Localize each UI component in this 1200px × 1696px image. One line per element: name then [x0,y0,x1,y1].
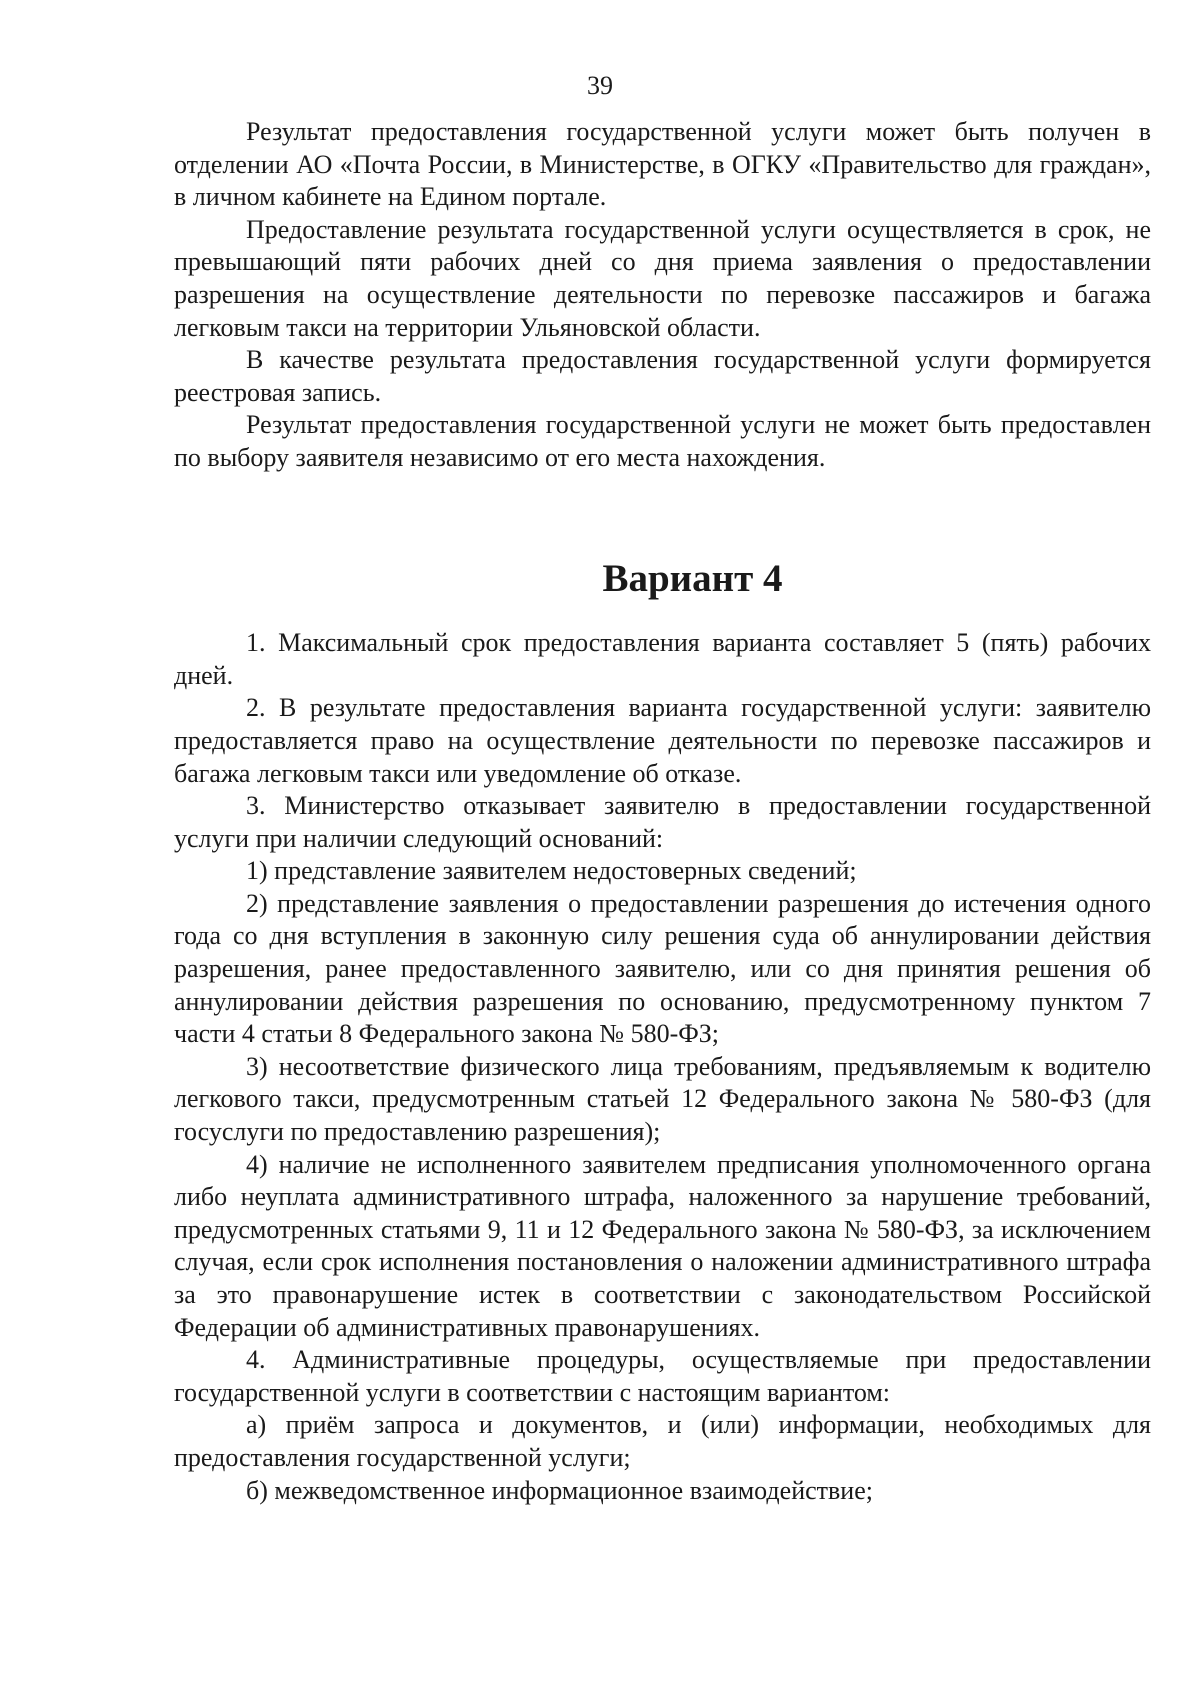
paragraph-subitem-4: 4) наличие не исполненного заявителем предписания уполномоченного органа либо неуплата административного штрафа, наложенного за нарушение требований, предусмотренных статьями 9, 11 и 12 Федерального закона № 580-ФЗ, за исключением случая, если срок исполнения постановления о наложении административного штрафа за это правонарушение истек в соответствии с законодательством Российской Федерации об административных правонарушениях. [174,1149,1151,1342]
paragraph-subitem-2: 2) представление заявления о предоставлении разрешения до истечения одного года со дня вступления в законную силу решения суда об аннулировании действия разрешения, ранее предоставленного заявителю, или со дня принятия решения об аннулировании действия разрешения по основанию, предусмотренному пунктом 7 части 4 статьи 8 Федерального закона № 580-ФЗ; [174,888,1151,1049]
paragraph-subitem-1: 1) представление заявителем недостоверных сведений; [246,856,857,886]
paragraph-result-receipt: Результат предоставления государственной услуги может быть получен в отделении АО «Почта России, в Министерстве, в ОГКУ «Правительство для граждан», в личном кабинете на Едином портале. [174,117,1151,212]
paragraph-registry-record: В качестве результата предоставления государственной услуги формируется реестровая запись. [174,345,1151,407]
paragraph-subitem-a: а) приём запроса и документов, и (или) информации, необходимых для предоставления государственной услуги; [174,1410,1151,1472]
paragraph-item-2: 2. В результате предоставления варианта государственной услуги: заявителю предоставляется право на осуществление деятельности по перевозке пассажиров и багажа легковым такси или уведомление об отказе. [174,693,1151,788]
page-number: 39 [587,71,613,100]
paragraph-subitem-3: 3) несоответствие физического лица требованиям, предъявляемым к водителю легкового такси, предусмотренным статьей 12 Федерального закона № 580-ФЗ (для госуслуги по предоставлению разрешения); [174,1051,1151,1147]
paragraph-result-location: Результат предоставления государственной услуги не может быть предоставлен по выбору заявителя независимо от его места нахождения. [174,410,1151,472]
section-gap [174,475,1151,563]
paragraph-result-term: Предоставление результата государственной услуги осуществляется в срок, не превышающий пяти рабочих дней со дня приема заявления о предоставлении разрешения на осуществление деятельности по перевозке пассажиров и багажа легковым такси на территории Ульяновской области. [174,214,1151,342]
section-heading: Вариант 4 [602,556,783,600]
paragraph-item-3: 3. Министерство отказывает заявителю в предоставлении государственной услуги при наличии следующий оснований: [174,791,1151,853]
heading-gap [174,595,1151,627]
document-body [174,116,1151,1507]
paragraph-item-1: 1. Максимальный срок предоставления варианта составляет 5 (пять) рабочих дней. [174,628,1151,690]
paragraph-subitem-b: б) межведомственное информационное взаимодействие; [246,1475,873,1505]
paragraph-item-4: 4. Административные процедуры, осуществляемые при предоставлении государственной услуги в соответствии с настоящим вариантом: [174,1345,1151,1407]
